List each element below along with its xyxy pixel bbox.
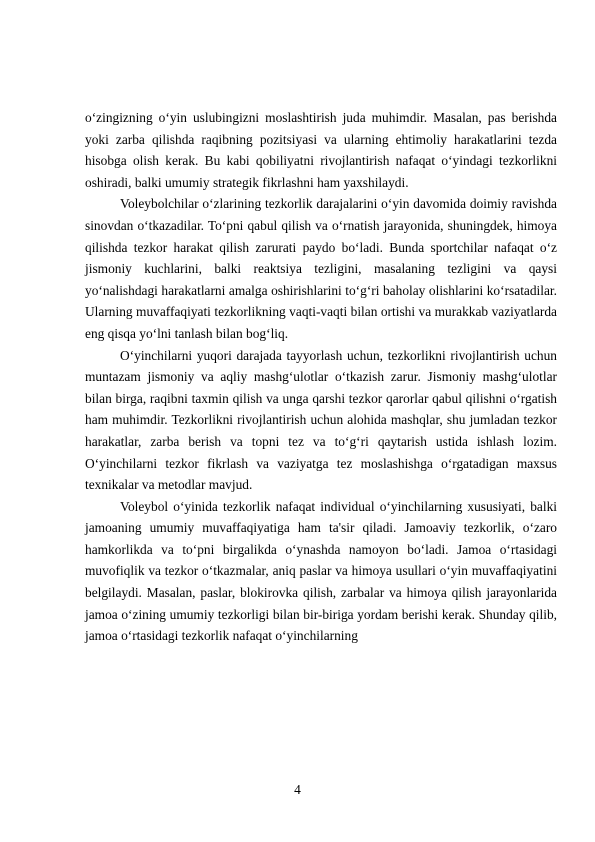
paragraph-1: o‘zingizning o‘yin uslubingizni moslashtirish juda muhimdir. Masalan, pas berishda yoki zarba qilishda raqibning pozitsiyasi va ularning ehtimoliy harakatlarini tezda hisobga olish kerak. Bu kabi qobiliyatni rivojlantirish nafaqat o‘yindagi tezkorlikni oshiradi, balki umumiy strategik fikrlashni ham yaxshilaydi.	[85, 110, 557, 190]
paragraph-4: Voleybol o‘yinida tezkorlik nafaqat individual o‘yinchilarning xususiyati, balki jamoaning umumiy muvaffaqiyatiga ham ta'sir qiladi. Jamoaviy tezkorlik, o‘zaro hamkorlikda va to‘pni birgalikda o‘ynashda namoyon bo‘ladi. Jamoa o‘rtasidagi muvofiqlik va tezkor o‘tkazmalar, aniq paslar va himoya usullari o‘yin muvaffaqiyatini belgilaydi. Masalan, paslar, blokirovka qilish, zarbalar va himoya qilish jarayonlarida jamoa o‘zining umumiy tezkorligi bilan bir-biriga yordam berishi kerak. Shunday qilib, jamoa o‘rtasidagi tezkorlik nafaqat o‘yinchilarning	[85, 498, 557, 644]
body-text	[85, 107, 557, 647]
paragraph-3: O‘yinchilarni yuqori darajada tayyorlash uchun, tezkorlikni rivojlantirish uchun muntazam jismoniy va aqliy mashg‘ulotlar o‘tkazish zarur. Jismoniy mashg‘ulotlar bilan birga, raqibni taxmin qilish va unga qarshi tezkor qarorlar qabul qilishni o‘rgatish ham muhimdir. Tezkorlikni rivojlantirish uchun alohida mashqlar, shu jumladan tezkor harakatlar, zarba berish va topni tez va to‘g‘ri qaytarish ustida ishlash lozim. O‘yinchilarni tezkor fikrlash va vaziyatga tez moslashishga o‘rgatadigan maxsus texnikalar va metodlar mavjud.	[85, 347, 557, 493]
paragraph-2: Voleybolchilar o‘zlarining tezkorlik darajalarini o‘yin davomida doimiy ravishda sinovdan o‘tkazadilar. To‘pni qabul qilish va o‘rnatish jarayonida, shuningdek, himoya qilishda tezkor harakat qilish zarurati paydo bo‘ladi. Bunda sportchilar nafaqat o‘z jismoniy kuchlarini, balki reaktsiya tezligini, masalaning tezligini va qaysi yo‘nalishdagi harakatlarni amalga oshirishlarini to‘g‘ri baholay olishlarini ko‘rsatadilar. Ularning muvaffaqiyati tezkorlikning vaqti-vaqti bilan ortishi va murakkab vaziyatlarda eng qisqa yo‘lni tanlash bilan bog‘liq.	[85, 196, 557, 341]
page-number: 4	[294, 782, 301, 797]
